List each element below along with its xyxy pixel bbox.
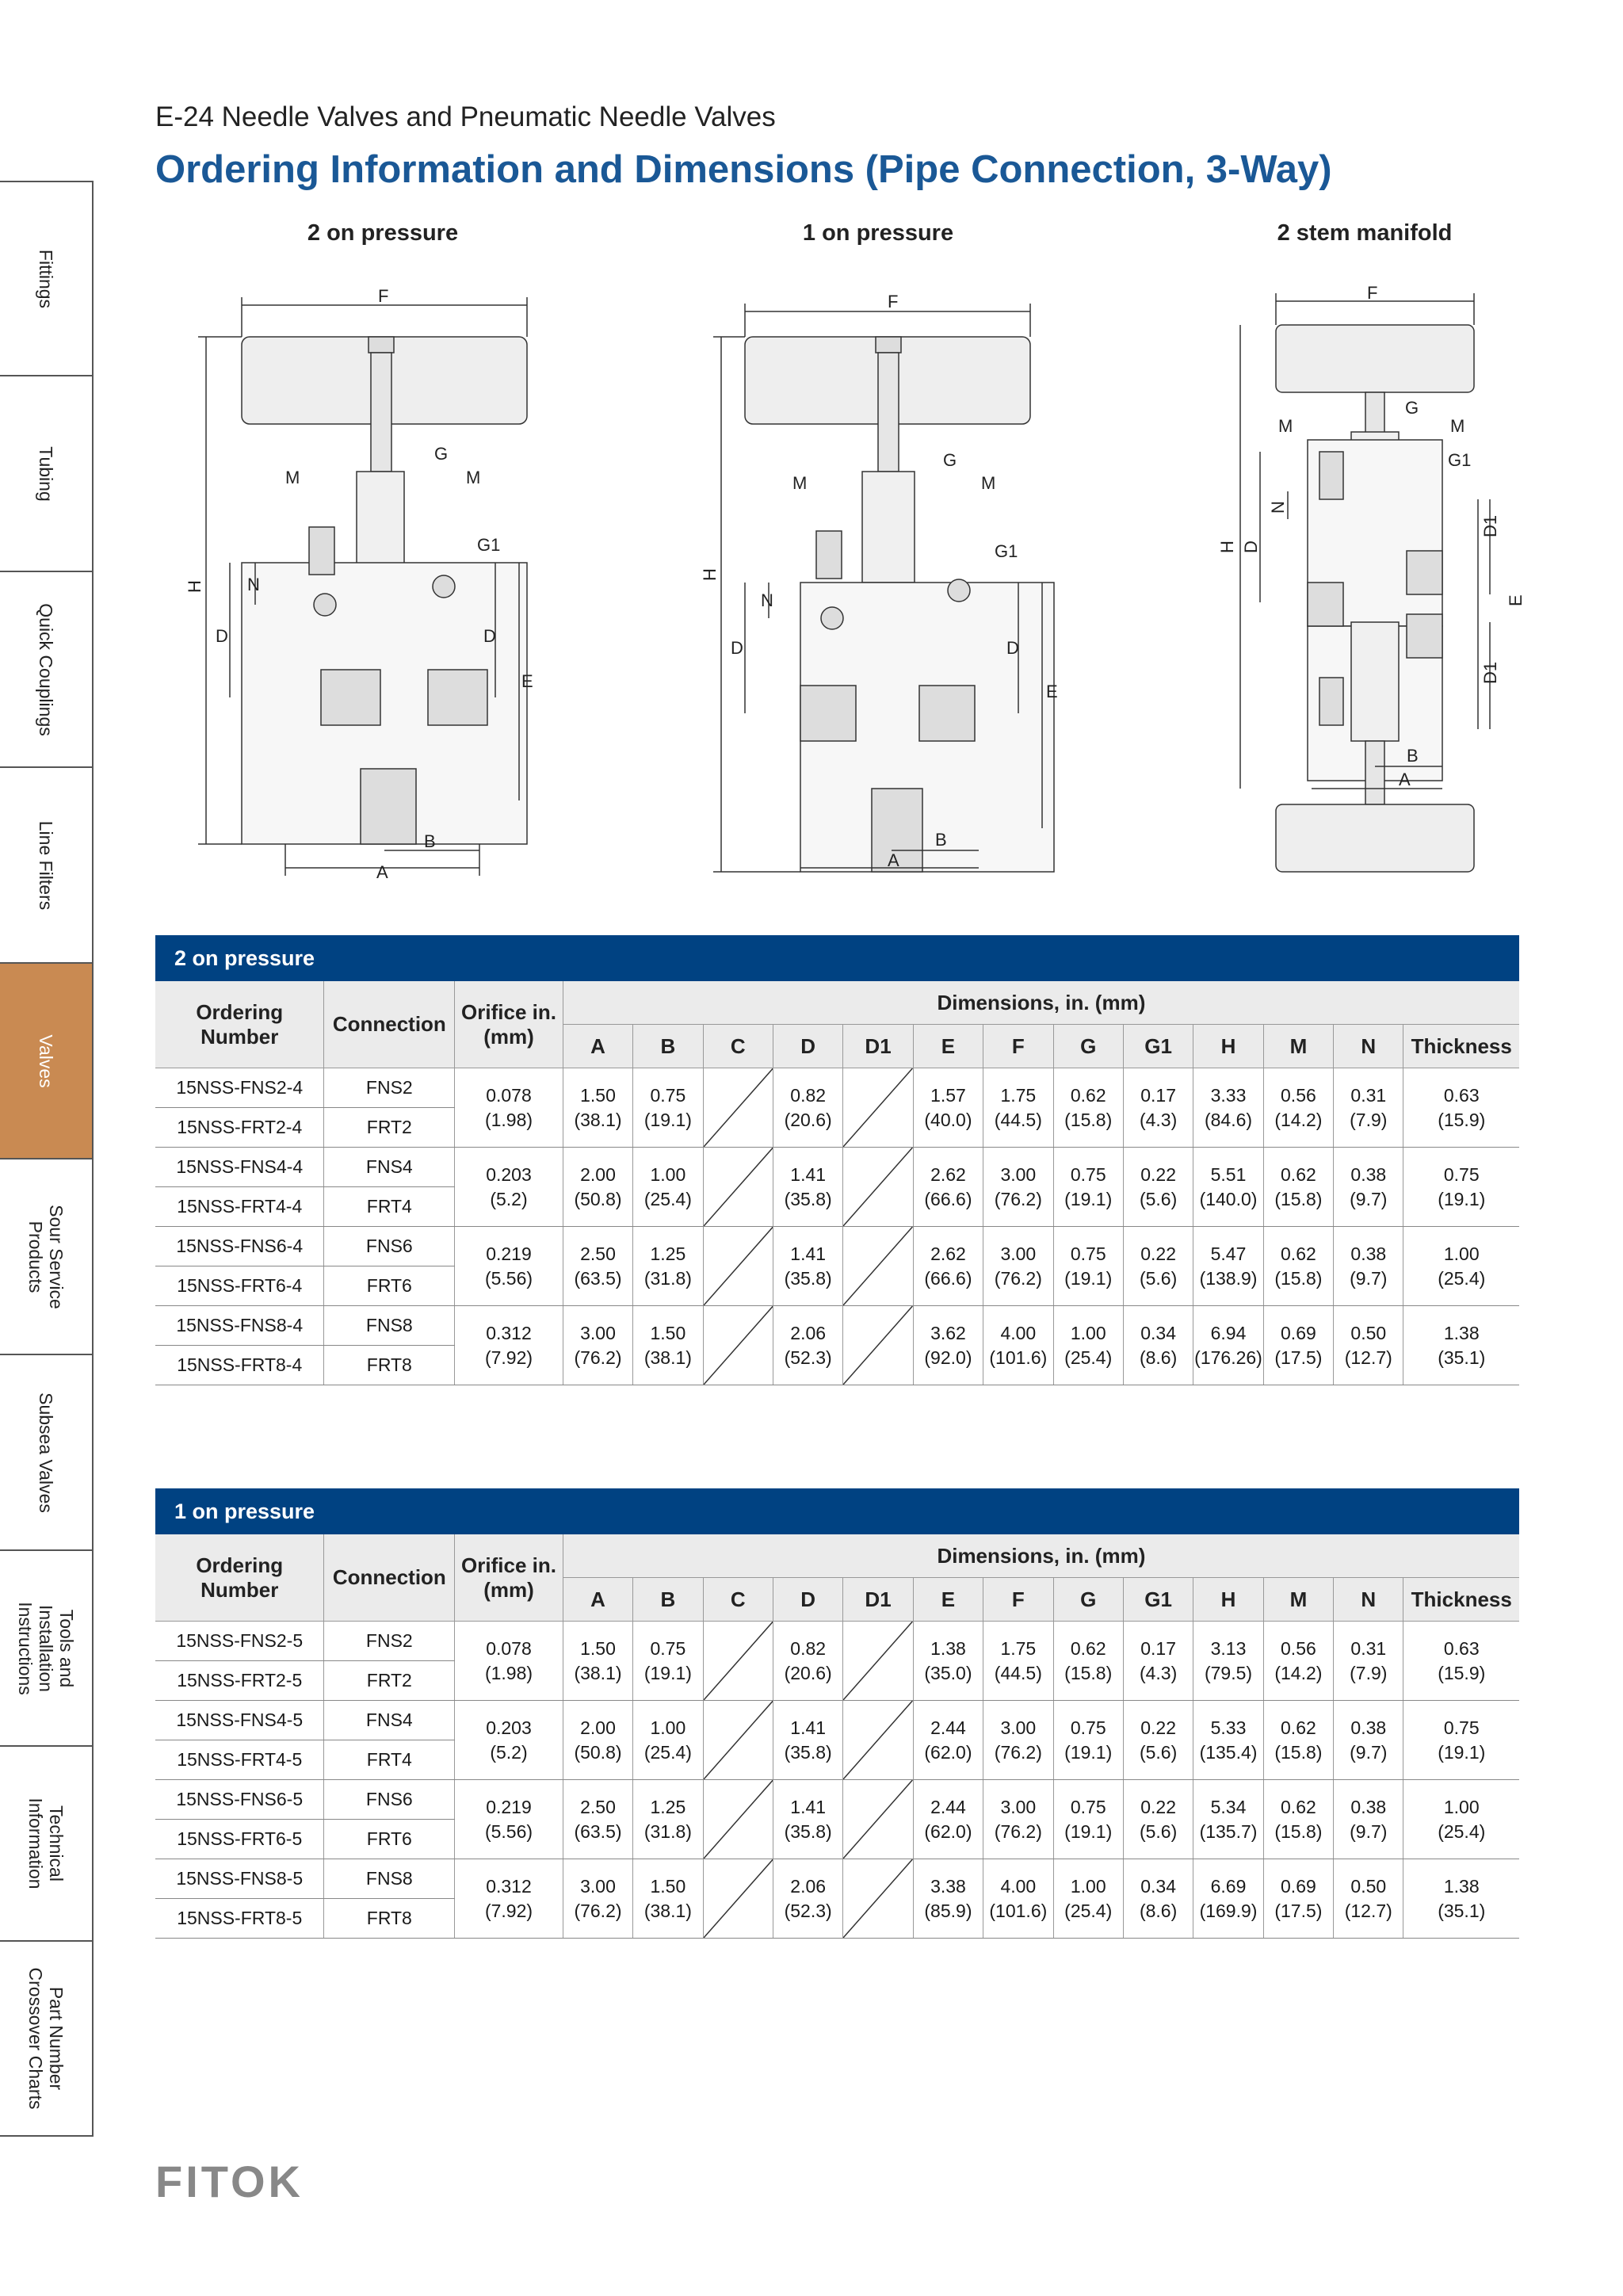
dim-g1: 0.22 (5.6) xyxy=(1123,1701,1193,1780)
dim-f: 3.00 (76.2) xyxy=(983,1780,1053,1859)
dim-g: 1.00 (25.4) xyxy=(1053,1859,1123,1939)
dim-m: 0.62 (15.8) xyxy=(1263,1148,1333,1227)
dim-thickness: 1.38 (35.1) xyxy=(1403,1306,1519,1385)
dim-g1: 0.17 (4.3) xyxy=(1123,1068,1193,1148)
table-row xyxy=(155,1227,1519,1266)
connection-cell: FRT2 xyxy=(324,1108,455,1148)
dim-thickness: 0.75 (19.1) xyxy=(1403,1148,1519,1227)
label-D1: D1 xyxy=(1480,661,1500,684)
orifice-cell: 0.219 (5.56) xyxy=(455,1780,563,1859)
part-number: 15NSS-FRT4-4 xyxy=(155,1187,324,1227)
label-D: D xyxy=(216,626,228,646)
figure-title-two-on: 2 on pressure xyxy=(307,220,459,246)
dim-h: 6.69 (169.9) xyxy=(1193,1859,1263,1939)
orifice-cell: 0.203 (5.2) xyxy=(455,1701,563,1780)
diagram-one-on-pressure xyxy=(697,281,1062,888)
dim-n: 0.38 (9.7) xyxy=(1334,1780,1403,1859)
not-applicable-cell xyxy=(703,1859,773,1939)
section-sidebar xyxy=(0,181,94,2137)
dim-m: 0.62 (15.8) xyxy=(1263,1701,1333,1780)
part-number: 15NSS-FRT2-5 xyxy=(155,1661,324,1701)
tab-fittings[interactable] xyxy=(0,181,92,376)
part-number: 15NSS-FRT6-4 xyxy=(155,1266,324,1306)
dim-f: 1.75 (44.5) xyxy=(983,1622,1053,1701)
label-H: H xyxy=(185,580,204,593)
dim-f: 3.00 (76.2) xyxy=(983,1148,1053,1227)
dim-d: 1.41 (35.8) xyxy=(773,1780,842,1859)
dim-b: 1.50 (38.1) xyxy=(633,1859,703,1939)
dim-e: 3.62 (92.0) xyxy=(913,1306,983,1385)
dim-d: 1.41 (35.8) xyxy=(773,1148,842,1227)
table-row xyxy=(155,1068,1519,1108)
tab-sour-service[interactable] xyxy=(0,1159,92,1355)
dim-g: 0.62 (15.8) xyxy=(1053,1068,1123,1148)
tab-tools-installation[interactable] xyxy=(0,1551,92,1747)
not-applicable-cell xyxy=(703,1227,773,1306)
not-applicable-cell xyxy=(703,1306,773,1385)
dim-g1: 0.17 (4.3) xyxy=(1123,1622,1193,1701)
tab-subsea-valves[interactable] xyxy=(0,1355,92,1551)
part-number: 15NSS-FNS8-4 xyxy=(155,1306,324,1346)
dim-h: 3.33 (84.6) xyxy=(1193,1068,1263,1148)
connection-cell: FNS8 xyxy=(324,1859,455,1899)
col-thickness: Thickness xyxy=(1403,1025,1519,1068)
col-m: M xyxy=(1263,1025,1333,1068)
label-M: M xyxy=(1278,416,1293,436)
tab-quick-couplings[interactable] xyxy=(0,572,92,768)
label-G1: G1 xyxy=(1448,450,1472,470)
col-e: E xyxy=(913,1025,983,1068)
label-G1: G1 xyxy=(477,535,501,555)
label-H: H xyxy=(700,568,720,581)
label-G: G xyxy=(434,444,449,464)
label-M: M xyxy=(466,468,481,487)
col-orifice: Orifice in. (mm) xyxy=(455,981,563,1068)
label-A: A xyxy=(376,862,388,882)
dim-b: 0.75 (19.1) xyxy=(633,1622,703,1701)
table-row xyxy=(155,1622,1519,1661)
col-c: C xyxy=(703,1578,773,1622)
col-d: D xyxy=(773,1025,842,1068)
connection-cell: FRT4 xyxy=(324,1187,455,1227)
part-number: 15NSS-FNS6-5 xyxy=(155,1780,324,1820)
dim-a: 2.00 (50.8) xyxy=(563,1701,632,1780)
dimensions-table xyxy=(155,981,1519,1385)
tab-label: Valves xyxy=(36,1033,56,1088)
connection-cell: FNS4 xyxy=(324,1148,455,1187)
dim-f: 1.75 (44.5) xyxy=(983,1068,1053,1148)
col-ordering-number: Ordering Number xyxy=(155,981,324,1068)
part-number: 15NSS-FNS2-5 xyxy=(155,1622,324,1661)
tab-label: Fittings xyxy=(36,249,56,308)
dim-n: 0.50 (12.7) xyxy=(1334,1306,1403,1385)
label-E: E xyxy=(521,671,533,691)
table-row xyxy=(155,1780,1519,1820)
orifice-cell: 0.312 (7.92) xyxy=(455,1306,563,1385)
dim-f: 4.00 (101.6) xyxy=(983,1306,1053,1385)
dim-h: 5.34 (135.7) xyxy=(1193,1780,1263,1859)
dim-e: 3.38 (85.9) xyxy=(913,1859,983,1939)
label-B: B xyxy=(935,830,947,850)
connection-cell: FNS2 xyxy=(324,1622,455,1661)
dim-d: 0.82 (20.6) xyxy=(773,1622,842,1701)
dim-d: 2.06 (52.3) xyxy=(773,1859,842,1939)
part-number: 15NSS-FNS4-4 xyxy=(155,1148,324,1187)
header-row xyxy=(155,1534,1519,1578)
dim-h: 5.47 (138.9) xyxy=(1193,1227,1263,1306)
part-number: 15NSS-FRT2-4 xyxy=(155,1108,324,1148)
dim-d: 1.41 (35.8) xyxy=(773,1701,842,1780)
col-connection: Connection xyxy=(324,981,455,1068)
dim-b: 0.75 (19.1) xyxy=(633,1068,703,1148)
dim-g1: 0.22 (5.6) xyxy=(1123,1148,1193,1227)
tab-label: Line Filters xyxy=(36,820,56,910)
dim-thickness: 1.00 (25.4) xyxy=(1403,1780,1519,1859)
table-row xyxy=(155,1148,1519,1187)
col-g1: G1 xyxy=(1123,1025,1193,1068)
label-B: B xyxy=(1407,746,1419,766)
dim-g: 0.75 (19.1) xyxy=(1053,1227,1123,1306)
dim-e: 2.62 (66.6) xyxy=(913,1148,983,1227)
dim-n: 0.38 (9.7) xyxy=(1334,1148,1403,1227)
orifice-cell: 0.203 (5.2) xyxy=(455,1148,563,1227)
dim-thickness: 0.75 (19.1) xyxy=(1403,1701,1519,1780)
col-m: M xyxy=(1263,1578,1333,1622)
figure-title-one-on: 1 on pressure xyxy=(802,220,954,246)
dim-e: 2.44 (62.0) xyxy=(913,1701,983,1780)
connection-cell: FNS2 xyxy=(324,1068,455,1108)
connection-cell: FRT8 xyxy=(324,1346,455,1385)
dim-n: 0.31 (7.9) xyxy=(1334,1068,1403,1148)
tab-label: Tubing xyxy=(36,445,56,502)
dim-m: 0.69 (17.5) xyxy=(1263,1306,1333,1385)
label-F: F xyxy=(888,292,899,311)
col-a: A xyxy=(563,1578,632,1622)
page-title: Ordering Information and Dimensions (Pipe Connection, 3-Way) xyxy=(155,148,1332,191)
col-n: N xyxy=(1334,1578,1403,1622)
connection-cell: FRT6 xyxy=(324,1266,455,1306)
connection-cell: FNS8 xyxy=(324,1306,455,1346)
fitok-logo: FITOK xyxy=(155,2157,304,2206)
table-row xyxy=(155,1701,1519,1740)
part-number: 15NSS-FRT4-5 xyxy=(155,1740,324,1780)
col-g1: G1 xyxy=(1123,1578,1193,1622)
dimensions-table xyxy=(155,1534,1519,1939)
dim-g: 1.00 (25.4) xyxy=(1053,1306,1123,1385)
connection-cell: FRT4 xyxy=(324,1740,455,1780)
dim-thickness: 0.63 (15.9) xyxy=(1403,1068,1519,1148)
tab-tubing[interactable] xyxy=(0,376,92,572)
dim-h: 6.94 (176.26) xyxy=(1193,1306,1263,1385)
tab-part-number-crossover[interactable] xyxy=(0,1942,92,2137)
not-applicable-cell xyxy=(843,1148,913,1227)
tab-valves[interactable] xyxy=(0,964,92,1159)
label-H: H xyxy=(1217,541,1237,553)
col-h: H xyxy=(1193,1025,1263,1068)
dim-m: 0.62 (15.8) xyxy=(1263,1780,1333,1859)
table-row xyxy=(155,1306,1519,1346)
label-M: M xyxy=(792,473,808,493)
label-A: A xyxy=(888,850,899,870)
label-M: M xyxy=(1450,416,1465,436)
tab-label: Quick Couplings xyxy=(36,602,56,736)
label-G: G xyxy=(1405,398,1419,418)
header-row xyxy=(155,981,1519,1025)
col-connection: Connection xyxy=(324,1534,455,1622)
label-M: M xyxy=(981,473,996,493)
col-dimensions: Dimensions, in. (mm) xyxy=(563,1534,1519,1578)
connection-cell: FRT8 xyxy=(324,1899,455,1939)
label-M: M xyxy=(285,468,300,487)
dim-thickness: 1.38 (35.1) xyxy=(1403,1859,1519,1939)
label-N: N xyxy=(1268,501,1288,514)
part-number: 15NSS-FRT6-5 xyxy=(155,1820,324,1859)
col-ordering-number: Ordering Number xyxy=(155,1534,324,1622)
page-subtitle: E-24 Needle Valves and Pneumatic Needle Valves xyxy=(155,101,776,132)
table-row xyxy=(155,1859,1519,1899)
not-applicable-cell xyxy=(703,1622,773,1701)
connection-cell: FNS4 xyxy=(324,1701,455,1740)
table-title: 2 on pressure xyxy=(155,935,1519,981)
not-applicable-cell xyxy=(703,1148,773,1227)
tab-label: Subsea Valves xyxy=(36,1392,56,1513)
dim-g1: 0.22 (5.6) xyxy=(1123,1227,1193,1306)
label-B: B xyxy=(424,831,436,851)
dim-b: 1.00 (25.4) xyxy=(633,1701,703,1780)
not-applicable-cell xyxy=(703,1701,773,1780)
col-d1: D1 xyxy=(843,1578,913,1622)
dim-m: 0.69 (17.5) xyxy=(1263,1859,1333,1939)
part-number: 15NSS-FNS6-4 xyxy=(155,1227,324,1266)
not-applicable-cell xyxy=(843,1068,913,1148)
not-applicable-cell xyxy=(843,1859,913,1939)
dim-m: 0.56 (14.2) xyxy=(1263,1068,1333,1148)
col-e: E xyxy=(913,1578,983,1622)
dim-e: 2.44 (62.0) xyxy=(913,1780,983,1859)
tab-label: Tools and Installation Instructions xyxy=(15,1601,77,1695)
not-applicable-cell xyxy=(843,1622,913,1701)
not-applicable-cell xyxy=(843,1780,913,1859)
dim-d: 2.06 (52.3) xyxy=(773,1306,842,1385)
part-number: 15NSS-FRT8-4 xyxy=(155,1346,324,1385)
col-g: G xyxy=(1053,1025,1123,1068)
tab-label: Technical Information xyxy=(25,1797,67,1889)
col-b: B xyxy=(633,1578,703,1622)
dim-g: 0.75 (19.1) xyxy=(1053,1701,1123,1780)
label-D: D xyxy=(483,626,496,646)
label-G1: G1 xyxy=(995,541,1018,561)
col-d1: D1 xyxy=(843,1025,913,1068)
connection-cell: FRT6 xyxy=(324,1820,455,1859)
label-A: A xyxy=(1399,770,1411,789)
label-E: E xyxy=(1506,594,1526,606)
not-applicable-cell xyxy=(843,1227,913,1306)
col-h: H xyxy=(1193,1578,1263,1622)
dim-f: 3.00 (76.2) xyxy=(983,1701,1053,1780)
dim-b: 1.00 (25.4) xyxy=(633,1148,703,1227)
col-f: F xyxy=(983,1578,1053,1622)
col-orifice: Orifice in. (mm) xyxy=(455,1534,563,1622)
label-D1: D1 xyxy=(1480,514,1500,537)
not-applicable-cell xyxy=(843,1701,913,1780)
table-title: 1 on pressure xyxy=(155,1488,1519,1534)
dim-h: 5.51 (140.0) xyxy=(1193,1148,1263,1227)
dim-b: 1.25 (31.8) xyxy=(633,1780,703,1859)
table-two-on-pressure xyxy=(155,935,1519,1385)
not-applicable-cell xyxy=(703,1780,773,1859)
dim-a: 1.50 (38.1) xyxy=(563,1068,632,1148)
dim-m: 0.62 (15.8) xyxy=(1263,1227,1333,1306)
not-applicable-cell xyxy=(843,1306,913,1385)
dim-thickness: 0.63 (15.9) xyxy=(1403,1622,1519,1701)
dim-e: 1.57 (40.0) xyxy=(913,1068,983,1148)
part-number: 15NSS-FNS2-4 xyxy=(155,1068,324,1108)
dim-g1: 0.34 (8.6) xyxy=(1123,1859,1193,1939)
dim-m: 0.56 (14.2) xyxy=(1263,1622,1333,1701)
col-d: D xyxy=(773,1578,842,1622)
tab-line-filters[interactable] xyxy=(0,768,92,964)
label-F: F xyxy=(1367,283,1378,303)
diagram-two-on-pressure xyxy=(182,281,547,888)
dim-a: 2.50 (63.5) xyxy=(563,1227,632,1306)
part-number: 15NSS-FNS8-5 xyxy=(155,1859,324,1899)
orifice-cell: 0.312 (7.92) xyxy=(455,1859,563,1939)
label-D: D xyxy=(1006,638,1019,658)
tab-label: Part Number Crossover Charts xyxy=(25,1967,67,2110)
col-g: G xyxy=(1053,1578,1123,1622)
dim-thickness: 1.00 (25.4) xyxy=(1403,1227,1519,1306)
label-N: N xyxy=(247,575,260,594)
dim-a: 2.00 (50.8) xyxy=(563,1148,632,1227)
dim-n: 0.38 (9.7) xyxy=(1334,1701,1403,1780)
part-number: 15NSS-FRT8-5 xyxy=(155,1899,324,1939)
col-a: A xyxy=(563,1025,632,1068)
label-F: F xyxy=(378,286,389,306)
label-N: N xyxy=(761,590,773,610)
dim-g: 0.75 (19.1) xyxy=(1053,1780,1123,1859)
dim-g: 0.75 (19.1) xyxy=(1053,1148,1123,1227)
dim-n: 0.50 (12.7) xyxy=(1334,1859,1403,1939)
dim-n: 0.38 (9.7) xyxy=(1334,1227,1403,1306)
dim-g1: 0.22 (5.6) xyxy=(1123,1780,1193,1859)
dim-h: 3.13 (79.5) xyxy=(1193,1622,1263,1701)
dim-f: 4.00 (101.6) xyxy=(983,1859,1053,1939)
dim-d: 1.41 (35.8) xyxy=(773,1227,842,1306)
not-applicable-cell xyxy=(703,1068,773,1148)
col-n: N xyxy=(1334,1025,1403,1068)
dim-b: 1.50 (38.1) xyxy=(633,1306,703,1385)
col-thickness: Thickness xyxy=(1403,1578,1519,1622)
dim-a: 3.00 (76.2) xyxy=(563,1859,632,1939)
col-c: C xyxy=(703,1025,773,1068)
connection-cell: FNS6 xyxy=(324,1780,455,1820)
dim-a: 1.50 (38.1) xyxy=(563,1622,632,1701)
col-b: B xyxy=(633,1025,703,1068)
dim-g1: 0.34 (8.6) xyxy=(1123,1306,1193,1385)
dim-e: 2.62 (66.6) xyxy=(913,1227,983,1306)
label-E: E xyxy=(1046,682,1058,701)
dim-a: 2.50 (63.5) xyxy=(563,1780,632,1859)
dim-b: 1.25 (31.8) xyxy=(633,1227,703,1306)
orifice-cell: 0.219 (5.56) xyxy=(455,1227,563,1306)
diagram-stem-manifold xyxy=(1209,281,1526,888)
col-f: F xyxy=(983,1025,1053,1068)
orifice-cell: 0.078 (1.98) xyxy=(455,1068,563,1148)
dim-a: 3.00 (76.2) xyxy=(563,1306,632,1385)
part-number: 15NSS-FNS4-5 xyxy=(155,1701,324,1740)
col-dimensions: Dimensions, in. (mm) xyxy=(563,981,1519,1025)
tab-technical-information[interactable] xyxy=(0,1747,92,1942)
dim-g: 0.62 (15.8) xyxy=(1053,1622,1123,1701)
label-G: G xyxy=(943,450,957,470)
dim-n: 0.31 (7.9) xyxy=(1334,1622,1403,1701)
label-D: D xyxy=(1241,541,1261,553)
dim-h: 5.33 (135.4) xyxy=(1193,1701,1263,1780)
dim-f: 3.00 (76.2) xyxy=(983,1227,1053,1306)
tab-label: Sour Service Products xyxy=(25,1204,67,1309)
orifice-cell: 0.078 (1.98) xyxy=(455,1622,563,1701)
label-D: D xyxy=(731,638,743,658)
table-one-on-pressure xyxy=(155,1488,1519,1939)
dim-e: 1.38 (35.0) xyxy=(913,1622,983,1701)
dim-d: 0.82 (20.6) xyxy=(773,1068,842,1148)
figure-title-manifold: 2 stem manifold xyxy=(1277,220,1453,246)
connection-cell: FRT2 xyxy=(324,1661,455,1701)
connection-cell: FNS6 xyxy=(324,1227,455,1266)
